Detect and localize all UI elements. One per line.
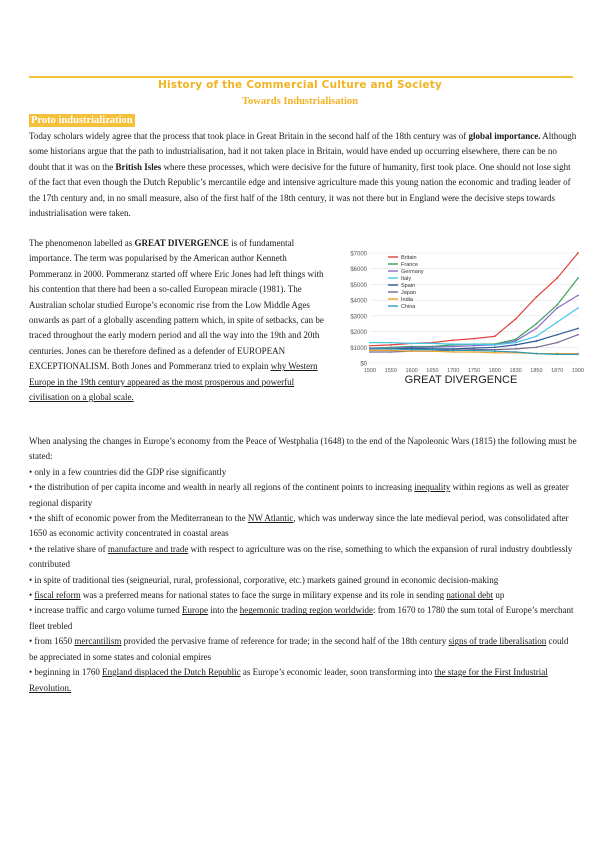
data-point-italy [390, 342, 392, 344]
paragraph-great-divergence: The phenomenon labelled as GREAT DIVERGENCE is of fundamental importance. The term was popularised by the American author Kenneth Pommeranz in 2000. Pommeranz started off where Eric Jones had left things with his contention that there had been a so-called European miracle (1981). The Australian scholar studied Europe’s economic rise from the Low Middle Ages onwards as part of a globally ascending pattern which, in spite of setbacks, can be traced throughout the early modern period and all the way into the 19th and 20th centuries. Jones can be therefore defined as a defender of EUROPEAN EXCEPTIONALISM. Both Jones and Pommeranz tried to explain why Western Europe in the 19th century appeared as the most prosperous and powerful civilisation on a global scale. [29, 238, 324, 403]
list-item: • from 1650 mercantilism provided the pervasive frame of reference for trade; in the second half of the 18th century signs of trade liberalisation could be appreciated in some states and colonial empires [29, 636, 569, 662]
data-point-spain [452, 348, 454, 350]
data-point-italy [411, 342, 413, 344]
data-point-spain [411, 347, 413, 349]
y-tick-label: $1000 [350, 345, 367, 352]
data-point-italy [577, 307, 579, 309]
data-point-italy [536, 335, 538, 337]
data-point-china [536, 353, 538, 355]
legend-label: Spain [401, 283, 416, 289]
data-point-france [556, 304, 558, 306]
data-point-germany [473, 345, 475, 347]
paragraph-intro: Today scholars widely agree that the process that took place in Great Britain in the second half of the 18th century was of global importance. Although some historians argue that the path to industrialisation, had it not taken place in Britain, would have ended up occurring elsewhere, there can be no doubt that it was on the British Isles where these processes, which were decisive for the future of humanity, first took place. One should not lose sight of the fact that even though the Dutch Republic’s mercantile edge and intensive agriculture made this young nation the economic and trading leader of the 17th century and, in no small measure, also of the first half of the 18th century, it was not there but in England were the decisive steps towards industrialisation were taken. [29, 131, 577, 219]
data-point-japan [577, 334, 579, 336]
data-point-germany [577, 295, 579, 297]
data-point-france [577, 277, 579, 279]
data-point-italy [515, 342, 517, 344]
data-point-britain [473, 338, 475, 340]
y-tick-label: $6000 [350, 267, 367, 274]
legend-label: Italy [401, 276, 412, 282]
data-point-china [494, 350, 496, 352]
x-tick-label: 1850 [530, 368, 543, 374]
list-item: • the distribution of per capita income and wealth in nearly all regions of the continent points to increasing inequality within regions as well as greater regional disparity [29, 482, 569, 508]
legend-label: Japan [401, 290, 416, 296]
data-point-spain [515, 344, 517, 346]
data-point-china [515, 351, 517, 353]
data-point-india [494, 352, 496, 354]
list-item: • beginning in 1760 England displaced the Dutch Republic as Europe’s economic leader, soon transforming into the stage for the First Industrial Revolution. [29, 667, 548, 693]
data-point-italy [473, 343, 475, 345]
data-point-japan [536, 346, 538, 348]
x-tick-label: 1600 [405, 368, 418, 374]
legend-label: France [401, 262, 419, 268]
data-point-britain [536, 296, 538, 298]
y-tick-label: $5000 [350, 282, 367, 289]
y-tick-label: $0 [360, 361, 367, 368]
data-point-india [432, 350, 434, 352]
data-point-india [473, 351, 475, 353]
legend-label: Germany [401, 269, 424, 275]
data-point-germany [452, 346, 454, 348]
data-point-spain [556, 334, 558, 336]
data-point-spain [577, 328, 579, 330]
data-point-japan [556, 342, 558, 344]
data-point-france [536, 323, 538, 325]
x-tick-label: 1550 [384, 368, 397, 374]
data-point-china [556, 353, 558, 355]
data-point-italy [432, 342, 434, 344]
header-rule [29, 76, 573, 78]
x-tick-label: 1870 [551, 368, 564, 374]
chart-title: GREAT DIVERGENCE [404, 374, 518, 386]
data-point-britain [556, 277, 558, 279]
list-item: • only in a few countries did the GDP rise significantly [29, 466, 227, 477]
data-point-italy [494, 344, 496, 346]
great-divergence-chart [340, 245, 585, 395]
y-tick-label: $7000 [350, 251, 367, 258]
list-intro: When analysing the changes in Europe’s economy from the Peace of Westphalia (1648) to the end of the Napoleonic Wars (1815) the following must be stated: [29, 436, 577, 462]
legend-label: China [401, 304, 416, 310]
data-point-japan [390, 351, 392, 353]
data-point-britain [577, 252, 579, 254]
data-point-spain [536, 340, 538, 342]
data-point-india [390, 350, 392, 352]
data-point-japan [494, 349, 496, 351]
data-point-britain [369, 345, 371, 347]
data-point-japan [369, 351, 371, 353]
data-point-britain [452, 339, 454, 341]
x-tick-label: 1830 [509, 368, 522, 374]
data-point-china [432, 349, 434, 351]
legend-label: India [401, 297, 413, 303]
document-subtitle: Towards Industrialisation [241, 96, 359, 107]
y-tick-label: $4000 [350, 298, 367, 305]
list-item: • in spite of traditional ties (seigneurial, rural, professional, corporative, etc.) markets gained ground in economic decision-making [29, 574, 499, 585]
x-tick-label: 1700 [447, 368, 460, 374]
data-point-china [452, 350, 454, 352]
data-point-china [390, 348, 392, 350]
x-tick-label: 1900 [571, 368, 585, 374]
y-tick-label: $3000 [350, 314, 367, 321]
data-point-italy [452, 343, 454, 345]
data-point-italy [556, 321, 558, 323]
data-point-india [369, 350, 371, 352]
document-title: History of the Commercial Culture and Society [157, 79, 443, 91]
data-point-britain [515, 318, 517, 320]
data-point-britain [494, 335, 496, 337]
x-tick-label: 1650 [426, 368, 439, 374]
data-point-spain [494, 346, 496, 348]
data-point-china [369, 348, 371, 350]
data-point-germany [515, 340, 517, 342]
paragraph-economic-changes [29, 434, 577, 696]
list-item: • fiscal reform was a preferred means for national states to face the surge in military expense and its role in sending national debt up [29, 590, 505, 601]
legend-label: Britain [401, 255, 417, 261]
data-point-germany [556, 307, 558, 309]
x-tick-label: 1800 [488, 368, 501, 374]
y-tick-label: $2000 [350, 330, 367, 337]
data-point-india [452, 351, 454, 353]
data-point-britain [390, 344, 392, 346]
data-point-china [473, 350, 475, 352]
data-point-india [411, 350, 413, 352]
list-item: • increase traffic and cargo volume turned Europe into the hegemonic trading region worldwide: from 1670 to 1780 the sum total of Europe’s merchant fleet trebled [29, 605, 574, 631]
data-point-japan [515, 348, 517, 350]
data-point-italy [369, 342, 371, 344]
data-point-germany [432, 346, 434, 348]
x-tick-label: 1750 [467, 368, 481, 374]
x-tick-label: 1500 [363, 368, 377, 374]
data-point-spain [473, 347, 475, 349]
data-point-china [577, 353, 579, 355]
list-item: • the relative share of manufacture and trade with respect to agriculture was on the rise, something to which the expansion of rural industry doubtlessly contributed [29, 543, 573, 570]
list-item: • the shift of economic power from the Mediterranean to the NW Atlantic, which was underway since the late medieval period, was consolidated after 1650 as economic activity concentrated in coastal areas [29, 513, 569, 539]
data-point-germany [536, 328, 538, 330]
data-point-china [411, 349, 413, 351]
section-heading: Proto industrialization [31, 115, 133, 126]
